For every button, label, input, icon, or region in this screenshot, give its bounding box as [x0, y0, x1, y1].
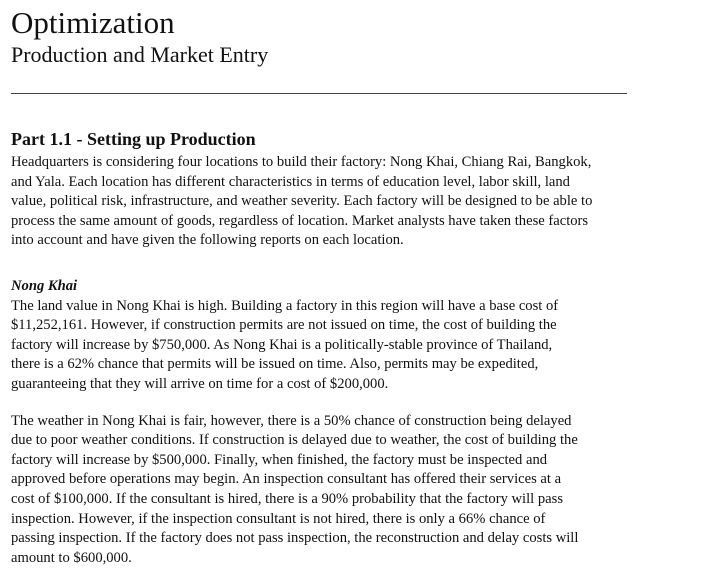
- paragraph-line: factory will increase by $500,000. Finally, when finished, the factory must be inspected and: [11, 451, 548, 468]
- horizontal-divider: [11, 93, 627, 94]
- paragraph-line: value, political risk, infrastructure, and weather severity. Each factory will be designed to be able to: [11, 193, 593, 210]
- paragraph-line: there is a 62% chance that permits will be issued on time. Also, permits may be expedited,: [11, 356, 539, 373]
- paragraph-line: factory will increase by $750,000. As Nong Khai is a politically-stable province of Thailand,: [11, 336, 553, 353]
- paragraph-line: inspection. However, if the inspection consultant is not hired, there is only a 66% chance of: [11, 510, 546, 527]
- paragraph-line: The weather in Nong Khai is fair, however, there is a 50% chance of construction being delayed: [11, 412, 572, 429]
- paragraph-line: $11,252,161. However, if construction permits are not issued on time, the cost of building the: [11, 317, 557, 334]
- paragraph-line: and Yala. Each location has different characteristics in terms of education level, labor skill, land: [11, 173, 570, 190]
- paragraph-line: process the same amount of goods, regardless of location. Market analysts have taken these factors: [11, 212, 589, 229]
- location-heading: Nong Khai: [11, 277, 78, 294]
- intro-paragraph: [11, 153, 711, 250]
- paragraph-line: guaranteeing that they will arrive on time for a cost of $200,000.: [11, 375, 389, 392]
- document-title: Optimization: [11, 5, 175, 40]
- paragraph-line: The land value in Nong Khai is high. Building a factory in this region will have a base cost of: [11, 297, 559, 314]
- paragraph-line: passing inspection. If the factory does not pass inspection, the reconstruction and delay costs will: [11, 530, 579, 547]
- paragraph-line: due to poor weather conditions. If construction is delayed due to weather, the cost of building the: [11, 432, 578, 449]
- paragraph-line: approved before operations may begin. An inspection consultant has offered their services at a: [11, 471, 562, 488]
- section-heading: Part 1.1 - Setting up Production: [11, 129, 256, 149]
- location-paragraph-1: [11, 297, 711, 394]
- paragraph-line: Headquarters is considering four locations to build their factory: Nong Khai, Chiang Rai, Bangkok,: [11, 154, 592, 170]
- paragraph-line: into account and have given the following reports on each location.: [11, 232, 404, 249]
- document-page: [11, 0, 711, 567]
- document-subtitle: Production and Market Entry: [11, 42, 269, 67]
- paragraph-line: amount to $600,000.: [11, 549, 132, 566]
- location-paragraph-2: [11, 412, 711, 568]
- paragraph-line: cost of $100,000. If the consultant is hired, there is a 90% probability that the factory will pass: [11, 490, 564, 507]
